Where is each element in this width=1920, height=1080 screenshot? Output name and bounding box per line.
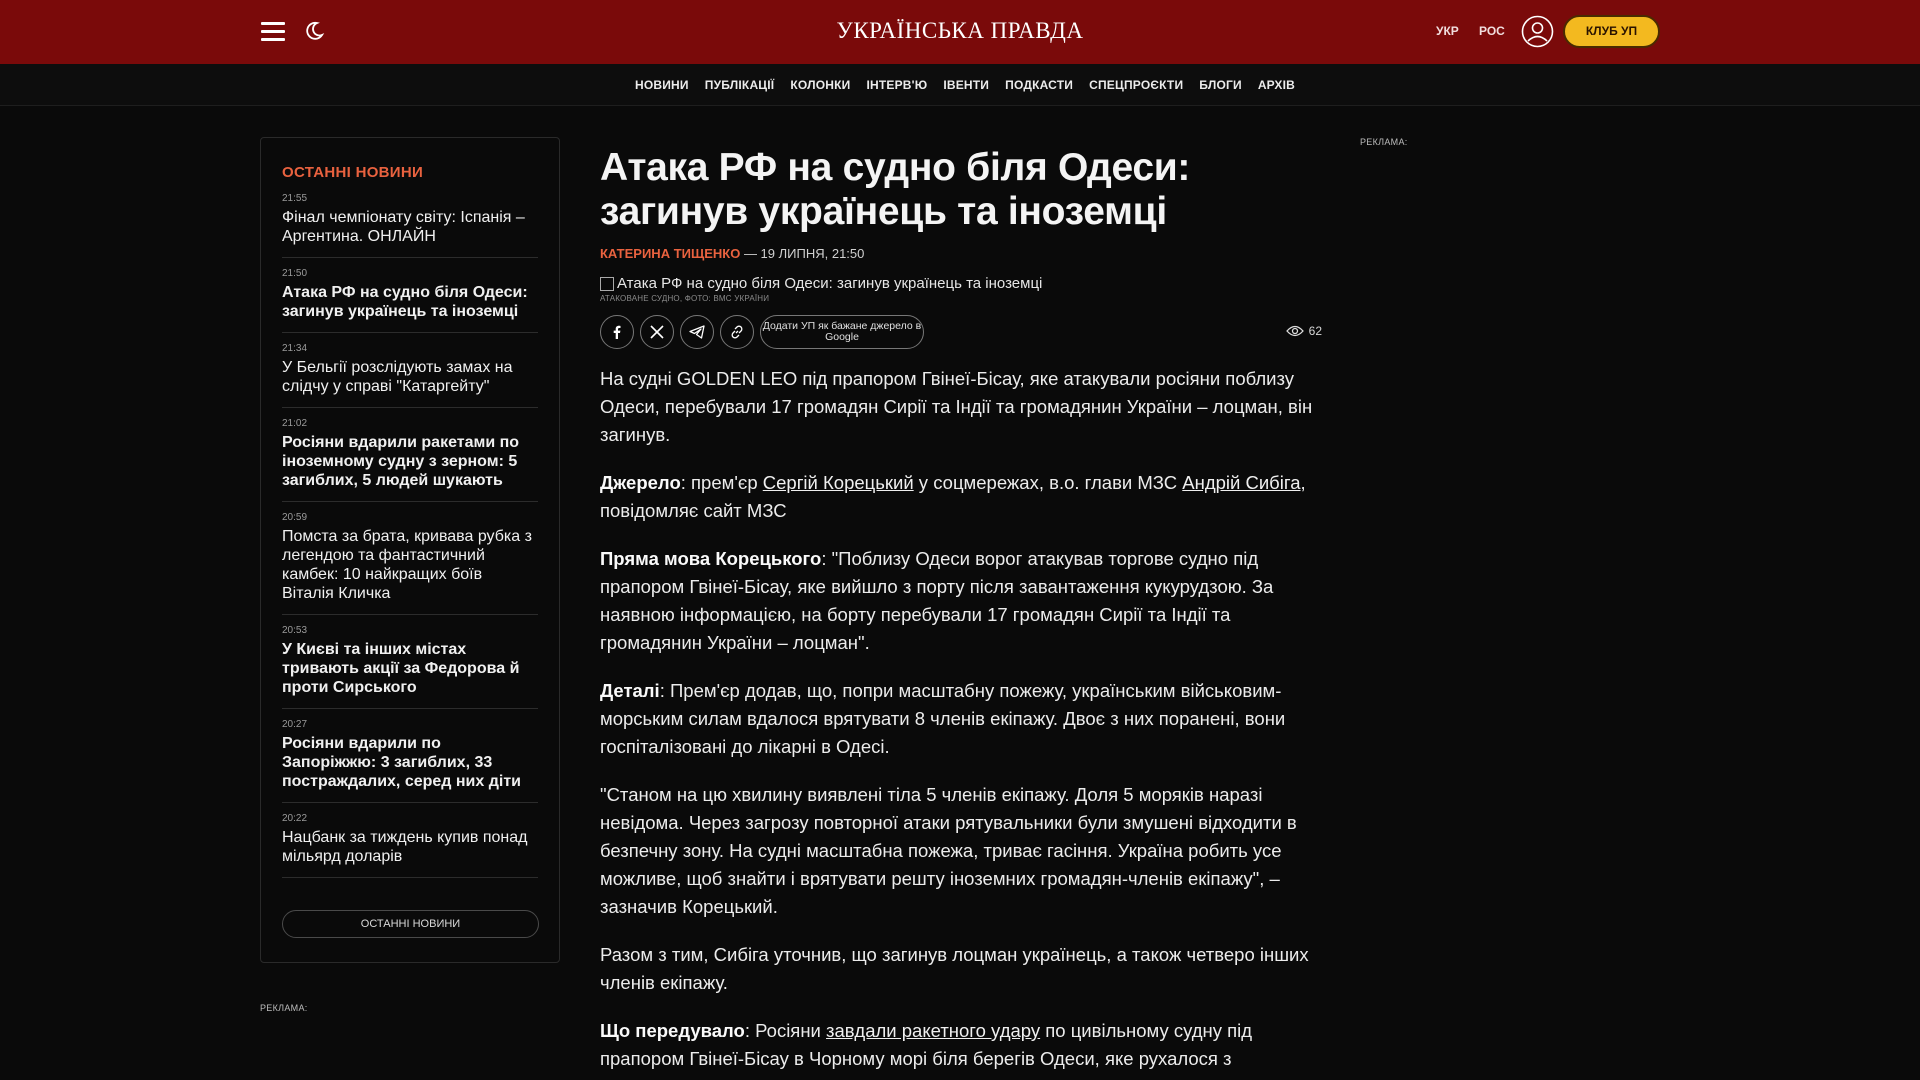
x-share-icon[interactable] — [640, 315, 674, 349]
news-time: 20:53 — [282, 625, 308, 636]
broken-image-icon — [600, 277, 614, 291]
nav-item[interactable]: ІВЕНТИ — [943, 78, 990, 92]
news-time: 21:50 — [282, 268, 308, 279]
news-headline-link[interactable]: У Києві та інших містах тривають акції за Федорова й проти Сирського — [282, 641, 520, 696]
facebook-share-icon[interactable] — [600, 315, 634, 349]
paragraph-1: На судні GOLDEN LEO під прапором Гвінеї-Бісау, яке атакували росіяни поблизу Одеси, перебували 17 громадян Сирії та Індії та громадянин України – лоцман, він загинув. — [600, 368, 1313, 445]
ad-label-left: РЕКЛАМА: — [260, 1003, 308, 1013]
nav-item[interactable]: НОВИНИ — [634, 78, 689, 92]
news-headline-link[interactable]: Росіяни вдарили по Запоріжжю: 3 загиблих, 33 постраждалих, серед них діти — [282, 735, 522, 790]
latest-news-button[interactable]: ОСТАННІ НОВИНИ — [282, 910, 539, 938]
article-headline: Атака РФ на судно біля Одеси: загинув українець та іноземці — [600, 146, 1191, 233]
site-logo[interactable]: УКРАЇНСЬКА ПРАВДА — [836, 18, 1084, 43]
lang-ukr-link[interactable]: УКР — [1436, 24, 1459, 38]
nav-item[interactable]: БЛОГИ — [1199, 78, 1242, 92]
copy-link-icon[interactable] — [720, 315, 754, 349]
views-count: 62 — [1308, 324, 1322, 338]
telegram-share-icon[interactable] — [680, 315, 714, 349]
article-byline — [600, 246, 1322, 261]
article-image-alt: Атака РФ на судно біля Одеси: загинув українець та іноземці — [617, 275, 1043, 292]
news-time: 21:02 — [282, 418, 308, 429]
latest-news-panel — [260, 137, 560, 963]
news-list-item[interactable] — [282, 615, 538, 709]
news-time: 20:22 — [282, 813, 308, 824]
quote-label: Пряма мова Корецького — [600, 548, 822, 569]
p2-text-b: у соцмережах, в.о. глави МЗС — [913, 472, 1183, 493]
paragraph-5: "Станом на цю хвилину виявлені тіла 5 членів екіпажу. Доля 5 моряків наразі невідома. Через загрозу повторної атаки рятувальники були змушені відходити в безпечну зону. На судні масштабна пожежа, триває гасіння. Україна робить усе можливе, щоб знайти і врятувати решту іноземних громадян-членів екіпажу", – зазначив Корецький. — [600, 784, 1297, 917]
news-headline-link[interactable]: Атака РФ на судно біля Одеси: загинув українець та іноземці — [282, 284, 528, 320]
paragraph-3 — [600, 545, 1322, 657]
latest-news-title: ОСТАННІ НОВИНИ — [282, 164, 424, 181]
nav-item[interactable]: АРХІВ — [1257, 78, 1296, 92]
news-headline-link[interactable]: У Бельгії розслідують замах на слідчу у справі "Катаргейту" — [282, 359, 513, 395]
author-link[interactable]: КАТЕРИНА ТИЩЕНКО — [600, 246, 741, 261]
nav-list — [635, 78, 1295, 92]
sybiha-link[interactable]: Андрій Сибіга — [1182, 472, 1301, 493]
source-label: Джерело — [600, 472, 681, 493]
nav-item[interactable]: ІНТЕРВ'Ю — [866, 78, 928, 92]
dark-mode-moon-icon[interactable] — [303, 20, 325, 42]
background-label: Що передувало — [600, 1020, 745, 1041]
article-date: — 19 ЛИПНЯ, 21:50 — [740, 246, 865, 261]
paragraph-7 — [600, 1017, 1322, 1073]
news-headline-link[interactable]: Нацбанк за тиждень купив понад мільярд доларів — [282, 829, 528, 865]
news-list-item[interactable] — [282, 408, 538, 502]
news-list-item[interactable] — [282, 502, 538, 615]
share-row — [600, 315, 1322, 349]
nav-item[interactable]: ПОДКАСТИ — [1005, 78, 1074, 92]
p2-text-c: , повідомляє сайт МЗС — [600, 472, 1306, 521]
nav-item[interactable]: СПЕЦПРОЄКТИ — [1089, 78, 1184, 92]
p3-text: : "Поблизу Одеси ворог атакував торгове судно під прапором Гвінеї-Бісау, яке вийшло з порту після завантаження кукурудзою. За наявною інформацією, на борту перебували 17 громадян Сирії та Індії та громадянин України – лоцман". — [600, 548, 1274, 653]
article — [600, 146, 1322, 1080]
views-counter — [1286, 324, 1322, 338]
news-time: 20:59 — [282, 512, 308, 523]
article-image — [600, 275, 1322, 292]
news-list-item[interactable] — [282, 258, 538, 333]
news-list-item[interactable] — [282, 193, 538, 258]
paragraph-6: Разом з тим, Сибіга уточнив, що загинув лоцман українець, а також четверо інших членів екіпажу. — [600, 944, 1309, 993]
news-list-item[interactable] — [282, 333, 538, 408]
site-header — [0, 0, 1920, 64]
news-headline-link[interactable]: Фінал чемпіонату світу: Іспанія – Аргентина. ОНЛАЙН — [282, 209, 525, 245]
news-time: 21:34 — [282, 343, 308, 354]
missile-strike-link[interactable]: завдали ракетного удару — [826, 1020, 1041, 1041]
news-headline-link[interactable]: Помста за брата, кривава рубка з легендою та фантастичний камбек: 10 найкращих боїв Віталія Кличка — [282, 528, 532, 602]
paragraph-4 — [600, 677, 1322, 761]
news-headline-link[interactable]: Росіяни вдарили ракетами по іноземному судну з зерном: 5 загиблих, 5 людей шукають — [282, 434, 520, 489]
p7-text-a: : Росіяни — [744, 1020, 827, 1041]
menu-icon[interactable] — [261, 22, 285, 42]
nav-item[interactable]: ПУБЛІКАЦІЇ — [704, 78, 775, 92]
news-list-item[interactable] — [282, 709, 538, 803]
p4-text: : Прем'єр додав, що, попри масштабну пожежу, українським військовим-морським силам вдалося врятувати 8 членів екіпажу. Двоє з них поранені, вони госпіталізовані до лікарні в Одесі. — [600, 680, 1286, 757]
paragraph-2 — [600, 469, 1322, 525]
ad-label-right: РЕКЛАМА: — [1360, 137, 1408, 147]
google-preferred-source-button[interactable]: Додати УП як бажане джерело в Google — [760, 315, 924, 349]
eye-icon — [1286, 325, 1304, 337]
news-list-item[interactable] — [282, 803, 538, 878]
image-caption: АТАКОВАНЕ СУДНО, ФОТО: ВМС УКРАЇНИ — [600, 294, 770, 303]
latest-news-list — [282, 193, 538, 878]
p7-text-b: по цивільному судну під прапором Гвінеї-Бісау в Чорному морі біля берегів Одеси, яке рухалося з — [600, 1020, 1253, 1069]
nav-item[interactable]: КОЛОНКИ — [790, 78, 851, 92]
news-time: 20:27 — [282, 719, 308, 730]
user-account-icon[interactable] — [1521, 15, 1554, 48]
lang-ros-link[interactable]: РОС — [1479, 24, 1505, 38]
news-time: 21:55 — [282, 193, 308, 204]
club-up-button[interactable]: КЛУБ УП — [1563, 15, 1660, 48]
main-nav — [0, 64, 1920, 106]
koretskyi-link[interactable]: Сергій Корецький — [762, 472, 914, 493]
article-body — [600, 365, 1322, 1073]
p2-text-a: : прем'єр — [680, 472, 763, 493]
details-label: Деталі — [600, 680, 660, 701]
